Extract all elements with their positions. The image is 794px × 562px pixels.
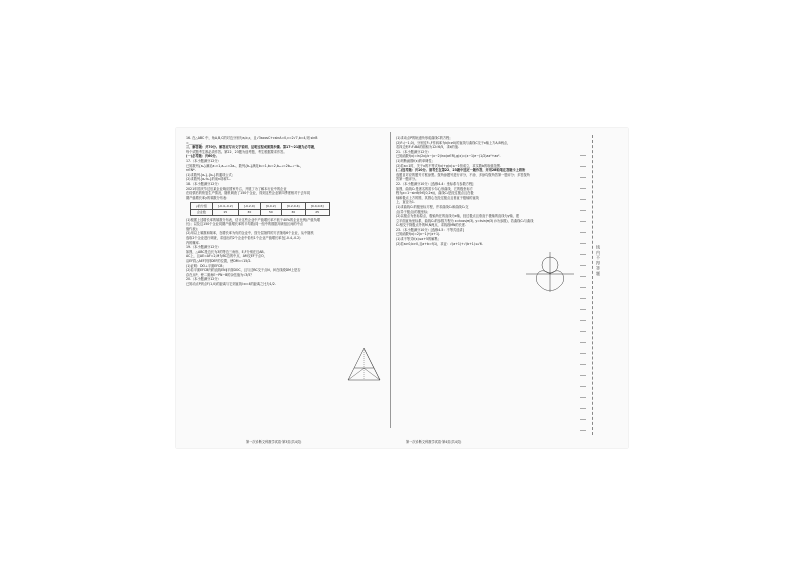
text-line: 上，直径为1. [396, 200, 415, 205]
binding-warning-text: 线 内 不 得 答 题 [596, 245, 601, 276]
binding-tick [580, 387, 586, 398]
text-line: 选题目对应的题号方框涂黑。按所涂题号进行评分，不涂、多涂均按所答第一题评分；多答按所 [396, 172, 530, 177]
text-line: (2)若a=1时，关于x的不等式f(x)+g(x)≤−1恒成立，求实数b的取值范围. [396, 163, 501, 168]
binding-tick [580, 255, 586, 266]
left-page-footer: 第一次诊断文科数学试卷·第3页(共4页) [246, 440, 302, 444]
text-line: 在疫情后的恢复生产情况，随机调查了150个企业，得到这些企业第四季度相对于去年同 [186, 191, 311, 196]
text-line: n∈N*. [186, 168, 196, 173]
binding-tick [580, 222, 586, 233]
binding-tick [580, 310, 586, 321]
binding-tick [580, 178, 586, 189]
table-header-cell: [0,0.2) [260, 203, 281, 209]
text-line: (2)用以上频数和频率，在增长率为负的企业中，按分层抽样的方法抽取6个企业，从中随机 [186, 231, 314, 236]
text-line: 立平面直角坐标系，曲线C₃的参数方程为 x=tcos(π/3), y=tsin(π/3) (t为参数)，若曲线C₃与曲线 [396, 218, 534, 223]
text-line: (1)证明：DO⊥平面EFCB； [186, 263, 226, 268]
binding-tick [580, 321, 586, 332]
binding-tick [580, 211, 586, 222]
binding-tick [580, 244, 586, 255]
binding-tick [580, 266, 586, 277]
text-line: 23.（本小题满分10分）[选修4-5：不等式选讲] [396, 227, 464, 232]
exam-sheet [176, 128, 628, 448]
right-page-footer: 第一次诊断文科数学试卷·第4页(共4页) [406, 440, 462, 444]
binding-ticks [580, 145, 592, 435]
text-line: 2021年国庆节过后某企业响应国家号召，开展了为了解本行业中的企业 [186, 186, 287, 191]
text-line: 存在点P，使二面角E−PN−B的余弦值为√3/5？ [186, 272, 254, 277]
binding-tick [580, 145, 586, 156]
text-line: 答第一题评分。 [396, 177, 419, 182]
text-line: 17.（本小题满分12分） [186, 158, 221, 163]
text-line: (1)求动点P的轨迹所形成曲线C的方程； [396, 136, 453, 140]
table-row [191, 209, 330, 215]
binding-tick [580, 200, 586, 211]
text-line: 如图，△ABC是边长为3的等边三角形，E,F分别在边AB, [186, 249, 265, 254]
text-line: (二)选考题：共10分。请考生在第22、23题中选定一题作答，并用2B铅笔在答题卡上将所 [396, 168, 526, 173]
table-header-cell: [-0.2,0) [238, 203, 260, 209]
table-cell: 15 [212, 209, 238, 215]
cardioid-figure [524, 250, 576, 294]
table-header-cell: [0.2,0.4) [281, 203, 305, 209]
growth-rate-frequency-table [190, 202, 330, 215]
text-line: 选取2个企业进行调查，求选出的2个企业中恰有1个企业产值增长率在[-0.4,-0.2) [186, 236, 301, 241]
binding-tick [580, 376, 586, 387]
page-divider [390, 132, 391, 428]
binding-tick [580, 189, 586, 200]
binding-tick [580, 354, 586, 365]
text-line: (1)根据上述增长率的频数分布表，估计这些企业中产值增长率不低于40%的企业比例(产值负增 [186, 217, 320, 222]
right-text-block [396, 136, 596, 246]
binding-tick [580, 233, 586, 244]
text-line: (1)求数列{aₙ},{bₙ}的通项公式； [186, 172, 235, 177]
text-line: 如图，曲线C₁是著名的笛卡尔心形曲线，它的极坐标方 [396, 186, 473, 191]
table-cell: 30 [238, 209, 260, 215]
text-line: 22.（本小题满分10分）[选修4-4：坐标系与参数方程] [396, 181, 474, 186]
binding-margin [578, 135, 618, 445]
text-line: =________. [186, 140, 203, 145]
left-text-block-2 [186, 218, 386, 287]
left-text-block-1 [186, 136, 386, 200]
text-line: AC上，且AE=AF=2,M为BC边的中点，AM交EF于点O， [186, 254, 267, 259]
text-line: 每个试题考生都必须作答。第22、23题为选考题，考生根据要求作答。 [186, 149, 287, 154]
text-line: 16. 在△ABC 中，角A,B,C的对边分别为a,b,c，且√3acosC+csinA=0,c=2√7,b=4,则 sinB [186, 136, 318, 140]
binding-tick [580, 167, 586, 178]
text-line: 内的概率. [186, 240, 200, 245]
binding-tick [580, 156, 586, 167]
text-line: 长)；以及这150个企业同期产值增长率的平均数(同一组中的数据用该组区间的中点 [186, 222, 303, 227]
text-line: 已知动点P到点F(1,0)的距离与它到直线l:x=4的距离之比为1/2. [186, 282, 276, 286]
text-line: (1)求曲线C₁的极坐标方程，并求曲线C₁和曲线C₂交 [396, 204, 469, 209]
text-line: (1)求不等式f(x)≤x+5的解集； [396, 237, 441, 242]
binding-tick [580, 299, 586, 310]
text-line: 已知数列{aₙ}满足a₁=1,aₙ₊₁=2aₙ，数列{bₙ}满足b₁=1,b₂=2,bₙ₊₂=2bₙ₊₁−bₙ， [186, 163, 304, 168]
table-cell: 25 [305, 209, 329, 215]
text-line: 沿EF将△AEF折到DEF的位置，使DM=√15/2. [186, 259, 252, 264]
text-line: 若四边形F₁F₂BA的面积为12√6/5，求k的值. [396, 145, 459, 150]
table-header-cell: y的分组 [191, 203, 213, 209]
cut-line [592, 135, 593, 435]
table-cell: 50 [260, 209, 281, 215]
text-line: 值代表)； [186, 226, 200, 231]
text-line: (2)若a>0,b>0,且a+b=f(1)，求证：√(a+1)+√(b+1)≤√6. [396, 241, 483, 246]
text-line: 三、解答题：共70分。解答应写出文字说明、证明过程或演算步骤。第17～21题为必考题， [186, 145, 318, 150]
folded-triangle-figure [344, 346, 384, 384]
table-cell: 30 [281, 209, 305, 215]
text-line: C₁相交于除极点外的M,N两点，求线段MN的长度. [396, 223, 466, 228]
text-line: (2)若平面EFCB内的直线EN∥平面DOC，且与边BC交于点N，问在线段DM上是否 [186, 268, 301, 273]
text-line: 轴和极点上方的圆，其圆心在经过极点且垂直于极轴的直线 [396, 195, 479, 200]
binding-tick [580, 409, 586, 420]
text-line: 程为ρ=1−sinθ(θ∈[0,2π))，曲线C₂是经过极点且在极 [396, 191, 474, 196]
text-line: 点(异于极点)的极坐标； [396, 209, 431, 214]
text-line: 18.（本小题满分12分） [186, 181, 221, 186]
binding-tick [580, 420, 586, 431]
text-line: 20.（本小题满分12分） [186, 277, 221, 282]
text-line: (1)判断函数f(x)的单调性； [396, 158, 435, 163]
text-line: (2)求数列{aₙ·bₙ}的前n项和Tₙ. [186, 177, 231, 182]
binding-tick [580, 365, 586, 376]
binding-tick [580, 288, 586, 299]
text-line: (2)以极点为坐标原点，极轴所在的直线为x轴，经过极点且垂直于极轴的直线为y轴，建 [396, 214, 520, 219]
text-line: 21.（本小题满分12分） [396, 149, 431, 154]
table-cell: 企业数 [191, 209, 213, 215]
text-line: 期产值增长率y的频数分布表： [186, 195, 230, 200]
text-line: (一)必考题：共60分。 [186, 154, 219, 159]
binding-tick [580, 277, 586, 288]
binding-tick [580, 332, 586, 343]
text-line: (2)F₁(−1,0)，分别过F₁,F作斜率为k(k≠0)的直线与曲线C交于x轴上方A,B两点， [396, 140, 511, 145]
binding-tick [580, 398, 586, 409]
table-header-cell: [-0.4,-0.2) [212, 203, 238, 209]
binding-tick [580, 343, 586, 354]
text-line: 已知函数f(x)=2|x−1|+|x+1|. [396, 232, 441, 237]
text-line: 19.（本小题满分12分） [186, 245, 221, 250]
text-line: 已知函数f(x)=ln(2x)/x−(x−2)lnx(a∈R),g(x)=(x−1)e−(1/2)ax²+ax². [396, 154, 501, 159]
table-header-cell: [0.4,0.6] [305, 203, 329, 209]
